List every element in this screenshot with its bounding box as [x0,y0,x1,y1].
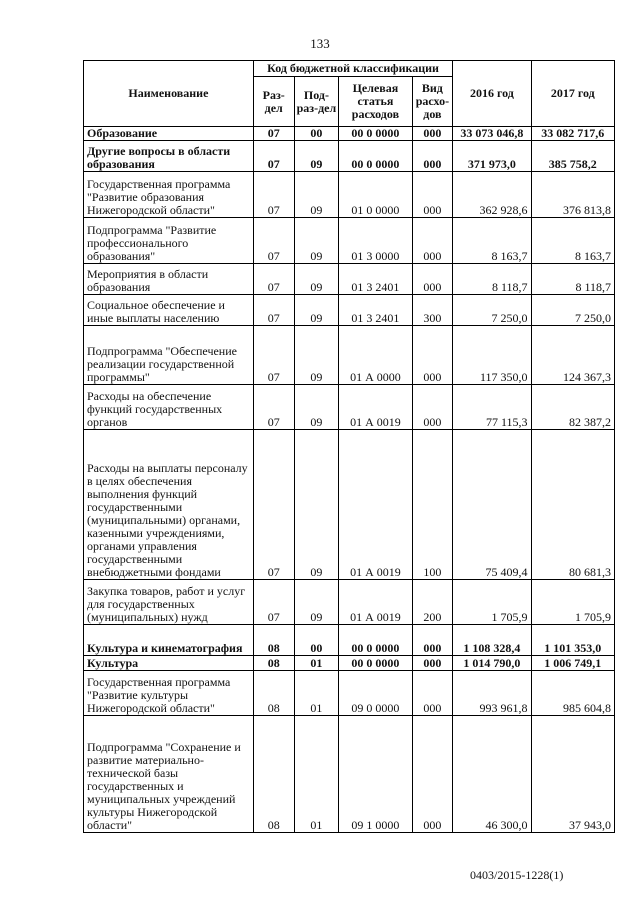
table-row [84,141,615,172]
table-row [84,625,615,656]
row-target-article: 00 0 0000 [339,656,412,671]
row-podrazdel: 09 [294,580,339,625]
row-podrazdel: 09 [294,141,339,172]
table-row [84,671,615,716]
header-code-group: Код бюджетной классификации [253,61,452,77]
header-name: Наименование [84,61,254,127]
row-expense-type: 000 [412,127,453,141]
row-target-article: 09 1 0000 [339,716,412,833]
header-2017: 2017 год [531,61,614,127]
row-target-article: 01 3 2401 [339,264,412,295]
row-amount-2016: 33 073 046,8 [453,127,531,141]
row-name: Мероприятия в области образования [84,264,254,295]
table-row [84,385,615,430]
row-amount-2017: 376 813,8 [531,172,614,218]
table-row [84,295,615,326]
row-podrazdel: 01 [294,656,339,671]
row-amount-2017: 1 705,9 [531,580,614,625]
table-row [84,326,615,385]
row-amount-2017: 385 758,2 [531,141,614,172]
row-amount-2016: 77 115,3 [453,385,531,430]
row-amount-2017: 82 387,2 [531,385,614,430]
header-2016: 2016 год [453,61,531,127]
row-amount-2017: 124 367,3 [531,326,614,385]
row-razdel: 08 [253,716,294,833]
row-podrazdel: 09 [294,385,339,430]
row-target-article: 01 А 0000 [339,326,412,385]
row-podrazdel: 01 [294,716,339,833]
row-name: Подпрограмма "Сохранение и развитие материально-технической базы государственных и муниципальных учреждений культуры Нижегородской области" [84,716,254,833]
row-amount-2017: 33 082 717,6 [531,127,614,141]
row-name: Государственная программа "Развитие культуры Нижегородской области" [84,671,254,716]
row-amount-2016: 1 705,9 [453,580,531,625]
row-expense-type: 000 [412,671,453,716]
table-row [84,716,615,833]
row-amount-2016: 1 108 328,4 [453,625,531,656]
row-expense-type: 000 [412,264,453,295]
row-razdel: 07 [253,580,294,625]
row-name: Государственная программа "Развитие образования Нижегородской области" [84,172,254,218]
row-podrazdel: 09 [294,430,339,580]
row-expense-type: 300 [412,295,453,326]
row-amount-2017: 37 943,0 [531,716,614,833]
row-razdel: 07 [253,385,294,430]
row-amount-2017: 1 006 749,1 [531,656,614,671]
row-target-article: 00 0 0000 [339,625,412,656]
row-target-article: 01 А 0019 [339,580,412,625]
table-row [84,580,615,625]
row-podrazdel: 09 [294,218,339,264]
row-amount-2017: 80 681,3 [531,430,614,580]
table-row [84,264,615,295]
row-amount-2017: 8 118,7 [531,264,614,295]
row-razdel: 07 [253,218,294,264]
table-row [84,656,615,671]
row-amount-2016: 8 118,7 [453,264,531,295]
row-name: Образование [84,127,254,141]
row-target-article: 00 0 0000 [339,127,412,141]
row-amount-2016: 1 014 790,0 [453,656,531,671]
row-target-article: 00 0 0000 [339,141,412,172]
row-amount-2016: 46 300,0 [453,716,531,833]
row-razdel: 08 [253,671,294,716]
header-razdel: Раз-дел [253,77,294,127]
row-amount-2017: 1 101 353,0 [531,625,614,656]
budget-table [83,60,615,833]
row-expense-type: 000 [412,385,453,430]
row-amount-2017: 8 163,7 [531,218,614,264]
row-amount-2017: 7 250,0 [531,295,614,326]
row-amount-2016: 117 350,0 [453,326,531,385]
row-expense-type: 000 [412,716,453,833]
row-amount-2016: 362 928,6 [453,172,531,218]
row-target-article: 01 3 0000 [339,218,412,264]
row-razdel: 07 [253,127,294,141]
row-name: Другие вопросы в области образования [84,141,254,172]
row-podrazdel: 09 [294,326,339,385]
row-razdel: 07 [253,264,294,295]
row-expense-type: 000 [412,656,453,671]
row-expense-type: 000 [412,625,453,656]
row-podrazdel: 00 [294,625,339,656]
row-amount-2016: 7 250,0 [453,295,531,326]
row-amount-2016: 8 163,7 [453,218,531,264]
row-podrazdel: 09 [294,264,339,295]
header-target: Целевая статья расходов [339,77,412,127]
row-name: Подпрограмма "Обеспечение реализации государственной программы" [84,326,254,385]
row-expense-type: 200 [412,580,453,625]
row-razdel: 08 [253,656,294,671]
row-podrazdel: 09 [294,295,339,326]
row-expense-type: 000 [412,141,453,172]
table-row [84,430,615,580]
row-razdel: 08 [253,625,294,656]
row-amount-2016: 993 961,8 [453,671,531,716]
document-code: 0403/2015-1228(1) [470,868,564,882]
row-razdel: 07 [253,141,294,172]
row-target-article: 01 0 0000 [339,172,412,218]
row-expense-type: 100 [412,430,453,580]
row-podrazdel: 09 [294,172,339,218]
row-target-article: 01 3 2401 [339,295,412,326]
row-name: Культура и кинематография [84,625,254,656]
row-razdel: 07 [253,326,294,385]
row-name: Подпрограмма "Развитие профессионального образования" [84,218,254,264]
row-name: Расходы на обеспечение функций государственных органов [84,385,254,430]
row-razdel: 07 [253,172,294,218]
row-name: Культура [84,656,254,671]
row-razdel: 07 [253,430,294,580]
table-row [84,218,615,264]
row-name: Социальное обеспечение и иные выплаты населению [84,295,254,326]
row-target-article: 09 0 0000 [339,671,412,716]
row-target-article: 01 А 0019 [339,385,412,430]
header-vid: Вид расхо-дов [412,77,453,127]
row-podrazdel: 00 [294,127,339,141]
page-number: 133 [310,36,330,51]
row-podrazdel: 01 [294,671,339,716]
table-row [84,127,615,141]
row-amount-2016: 75 409,4 [453,430,531,580]
row-target-article: 01 А 0019 [339,430,412,580]
table-row [84,172,615,218]
row-razdel: 07 [253,295,294,326]
header-podrazdel: Под-раз-дел [294,77,339,127]
row-name: Закупка товаров, работ и услуг для государственных (муниципальных) нужд [84,580,254,625]
row-expense-type: 000 [412,326,453,385]
row-name: Расходы на выплаты персоналу в целях обеспечения выполнения функций государственными (муниципальными) органами, казенными учреждениями, органами управления государственными внебюджетными фондами [84,430,254,580]
row-expense-type: 000 [412,172,453,218]
row-amount-2017: 985 604,8 [531,671,614,716]
row-amount-2016: 371 973,0 [453,141,531,172]
row-expense-type: 000 [412,218,453,264]
